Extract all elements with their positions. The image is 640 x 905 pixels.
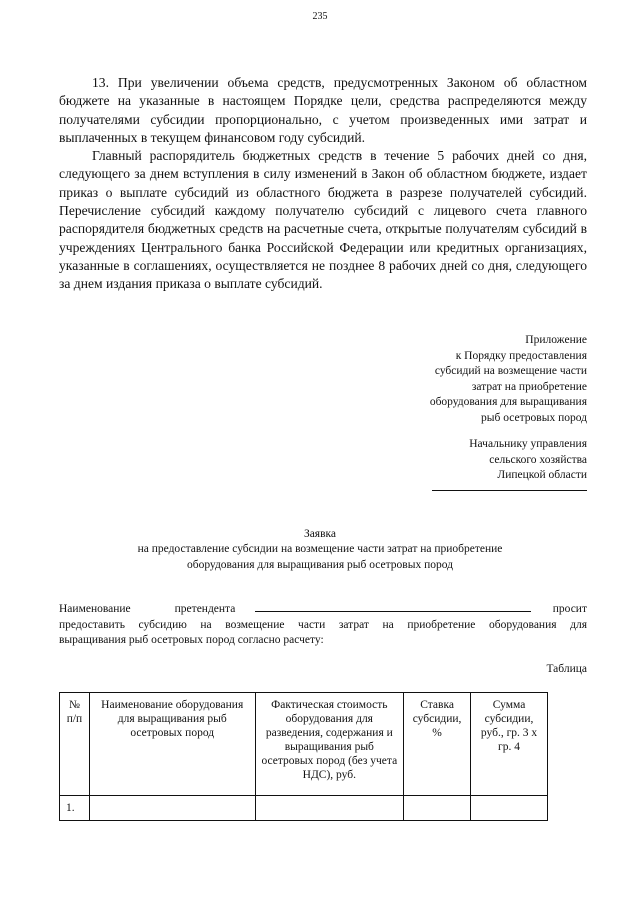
- applicant-name-blank[interactable]: [255, 601, 530, 612]
- paragraph-main-distributor: Главный распорядитель бюджетных средств в течение 5 рабочих дней со дня, следующего за днем вступления в силу изменений в Закон об областном бюджете, издает приказ о выплате субсидий из областного бюджета в разрезе получателей субсидий. Перечисление субсидий каждому получателю субсидий с лицевого счета главного распорядителя бюджетных средств на расчетные счета, открытые получателям субсидий в учреждениях Центрального банка Российской Федерации или кредитных организациях, указанные в соглашениях, осуществляется не позднее 8 рабочих дней со дня, следующего за днем издания приказа о выплате субсидий.: [59, 148, 587, 292]
- request-applicant-row: [59, 601, 587, 618]
- appendix-line: субсидий на возмещение части: [434, 365, 587, 378]
- recipient-line: сельского хозяйства: [489, 453, 587, 466]
- table-header-row: [60, 693, 548, 796]
- table-cell[interactable]: [89, 796, 255, 821]
- table-cell[interactable]: [255, 796, 404, 821]
- table-cell[interactable]: [404, 796, 471, 821]
- appendix-line: Приложение: [525, 334, 587, 346]
- header-actual-cost: Фактическая стоимость оборудования для разведения, содержания и выращивания рыб осетровых пород (без учета НДС), руб.: [255, 693, 404, 796]
- signature-line: [432, 484, 587, 491]
- title-line: на предоставление субсидии на возмещение части затрат на приобретение: [137, 543, 503, 556]
- title-line: оборудования для выращивания рыб осетровых пород: [186, 558, 454, 571]
- header-subsidy-sum: Сумма субсидии, руб., гр. 3 х гр. 4: [471, 693, 548, 796]
- table-cell[interactable]: [471, 796, 548, 821]
- page-number: 235: [312, 11, 328, 22]
- table-row: [60, 796, 548, 821]
- request-word: просит: [552, 603, 587, 615]
- appendix-block: [430, 333, 587, 427]
- recipient-line: Липецкой области: [497, 469, 587, 482]
- request-line: предоставить субсидию на возмещение части затрат на приобретение оборудования для: [59, 618, 587, 631]
- application-title: [0, 527, 640, 573]
- appendix-line: оборудования для выращивания: [429, 396, 587, 409]
- request-word: Наименование: [59, 603, 131, 615]
- request-text: [59, 601, 587, 649]
- subsidy-calculation-table: [59, 692, 548, 821]
- paragraph-13: 13. При увеличении объема средств, предусмотренных Законом об областном бюджете на указанные в настоящем Порядке цели, средства распределяются между получателями субсидии пропорционально, с учетом произведенных ими затрат и выплаченных в текущем финансовом году субсидий.: [59, 75, 587, 145]
- request-word: претендента: [174, 603, 236, 615]
- appendix-line: рыб осетровых пород: [481, 411, 587, 424]
- header-number: № п/п: [60, 693, 90, 796]
- recipient-block: [432, 437, 587, 491]
- recipient-line: Начальнику управления: [469, 438, 587, 450]
- appendix-line: к Порядку предоставления: [455, 349, 587, 362]
- table-caption: Таблица: [546, 663, 587, 675]
- body-text: [59, 74, 587, 294]
- header-subsidy-rate: Ставка субсидии, %: [404, 693, 471, 796]
- table-cell: 1.: [60, 796, 90, 821]
- header-equipment-name: Наименование оборудования для выращивания рыб осетровых пород: [89, 693, 255, 796]
- request-line: выращивания рыб осетровых пород согласно расчету:: [59, 634, 324, 647]
- title-heading: Заявка: [303, 528, 337, 540]
- appendix-line: затрат на приобретение: [471, 380, 587, 393]
